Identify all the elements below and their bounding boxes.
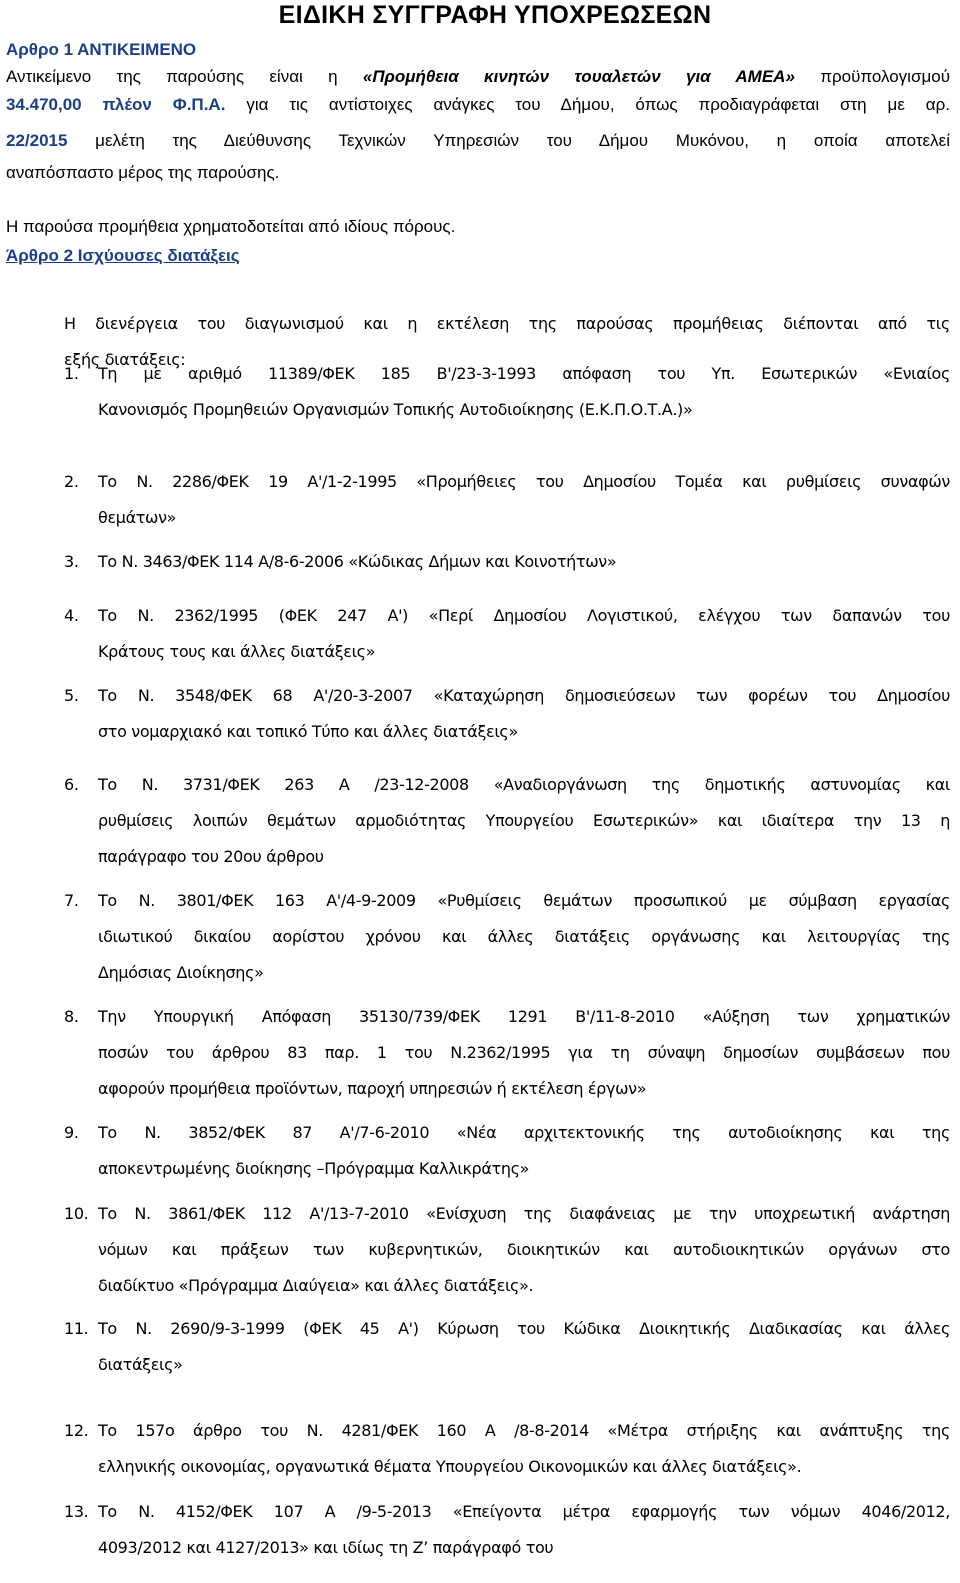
provision-text	[98, 678, 950, 750]
provision-item	[64, 1413, 950, 1485]
provision-line: Το Ν. 3731/ΦΕΚ 263 Α /23-12-2008 «Αναδιοργάνωση της δημοτικής αστυνομίας και	[98, 775, 950, 794]
provision-item	[64, 883, 950, 991]
provision-line: ποσών του άρθρου 83 παρ. 1 του Ν.2362/1995 για τη σύναψη δημοσίων συμβάσεων που	[98, 1043, 950, 1062]
provision-item	[64, 598, 950, 670]
provision-line: ελληνικής οικονομίας, οργανωτικά θέματα Υπουργείου Οικονομικών και άλλες διατάξεις».	[98, 1457, 802, 1476]
provision-line: παράγραφο του 20ου άρθρου	[98, 847, 324, 866]
provision-number: 9.	[64, 1123, 79, 1142]
article2-intro: Η διενέργεια του διαγωνισμού και η εκτέλεση της παρούσας προμήθειας διέπονται από τις εξής διατάξεις:	[64, 314, 950, 369]
provision-number: 2.	[64, 472, 79, 491]
provision-line: Το Ν. 2690/9-3-1999 (ΦΕΚ 45 Α') Κύρωση του Κώδικα Διοικητικής Διαδικασίας και άλλες	[98, 1319, 950, 1338]
provision-item	[64, 1311, 950, 1383]
provision-text	[98, 1115, 950, 1187]
provision-text	[98, 464, 950, 536]
article1-line-2: 34.470,00 πλέον Φ.Π.Α. για τις αντίστοιχες ανάγκες του Δήμου, όπως προδιαγράφεται στη με αρ.	[6, 95, 951, 114]
provision-line: διαδίκτυο «Πρόγραμμα Διαύγεια» και άλλες διατάξεις».	[98, 1276, 534, 1295]
provision-line: Την Υπουργική Απόφαση 35130/739/ΦΕΚ 1291 Β'/11-8-2010 «Αύξηση των χρηματικών	[98, 1007, 950, 1026]
provision-item	[64, 1115, 950, 1187]
provision-text	[98, 883, 950, 991]
article1-heading: Αρθρο 1 ΑΝΤΙΚΕΙΜΕΝΟ	[6, 40, 197, 59]
provision-line: στο νομαρχιακό και τοπικό Τύπο και άλλες διατάξεις»	[98, 722, 518, 741]
provision-line: 4093/2012 και 4127/2013» και ιδίως τη Ζ’ παράγραφό του	[98, 1538, 554, 1557]
provision-item	[64, 544, 950, 580]
provision-number: 1.	[64, 364, 79, 383]
provision-line: Το Ν. 3801/ΦΕΚ 163 Α'/4-9-2009 «Ρυθμίσεις θεμάτων προσωπικού με σύμβαση εργασίας	[98, 891, 950, 910]
provision-item	[64, 1494, 950, 1566]
provision-number: 5.	[64, 686, 79, 705]
provision-line: ιδιωτικού δικαίου αορίστου χρόνου και άλλες διατάξεις οργάνωσης και λειτουργίας της	[98, 927, 950, 946]
provision-number: 8.	[64, 1007, 79, 1026]
provision-number: 3.	[64, 552, 79, 571]
article2-heading: Άρθρο 2 Ισχύουσες διατάξεις	[6, 246, 240, 265]
provision-line: Το Ν. 3861/ΦΕΚ 112 Α'/13-7-2010 «Ενίσχυση της διαφάνειας με την υποχρεωτική ανάρτηση	[98, 1204, 950, 1223]
provision-text	[98, 1494, 950, 1566]
provision-line: Το Ν. 4152/ΦΕΚ 107 Α /9-5-2013 «Επείγοντα μέτρα εφαρμογής των νόμων 4046/2012,	[98, 1502, 950, 1521]
provision-text	[98, 598, 950, 670]
provision-number: 12.	[64, 1421, 89, 1440]
provision-line: Το Ν. 3852/ΦΕΚ 87 Α'/7-6-2010 «Νέα αρχιτεκτονικής της αυτοδιοίκησης και της	[98, 1123, 950, 1142]
provision-number: 13.	[64, 1502, 89, 1521]
provision-text	[98, 356, 950, 428]
document-title: ΕΙΔΙΚΗ ΣΥΓΓΡΑΦΗ ΥΠΟΧΡΕΩΣΕΩΝ	[278, 1, 712, 29]
provision-item	[64, 464, 950, 536]
provision-line: Το Ν. 3463/ΦΕΚ 114 Α/8-6-2006 «Κώδικας Δήμων και Κοινοτήτων»	[98, 552, 617, 571]
provision-text	[98, 1311, 950, 1383]
provision-item	[64, 767, 950, 875]
provision-line: νόμων και πράξεων των κυβερνητικών, διοικητικών και αυτοδιοικητικών οργάνων στο	[98, 1240, 950, 1259]
provision-text	[98, 767, 950, 875]
provision-item	[64, 999, 950, 1107]
budget-amount: 34.470,00 πλέον Φ.Π.Α.	[6, 95, 226, 114]
provision-text	[98, 544, 950, 580]
article1-line-4: αναπόσπαστο μέρος της παρούσης.	[6, 163, 280, 182]
provision-text	[98, 1413, 950, 1485]
provision-line: Το Ν. 2362/1995 (ΦΕΚ 247 Α') «Περί Δημοσίου Λογιστικού, ελέγχου των δαπανών του	[98, 606, 950, 625]
study-number: 22/2015	[6, 131, 68, 150]
provision-line: Δημόσιας Διοίκησης»	[98, 963, 264, 982]
provision-item	[64, 678, 950, 750]
funding-statement: Η παρούσα προμήθεια χρηματοδοτείται από ιδίους πόρους.	[6, 217, 456, 236]
provision-line: Κανονισμός Προμηθειών Οργανισμών Τοπικής Αυτοδιοίκησης (Ε.Κ.Π.Ο.Τ.Α.)»	[98, 400, 693, 419]
provision-item	[64, 1196, 950, 1304]
provision-line: Το Ν. 3548/ΦΕΚ 68 Α'/20-3-2007 «Καταχώρηση δημοσιεύσεων των φορέων του Δημοσίου	[98, 686, 950, 705]
provision-item	[64, 356, 950, 428]
provision-text	[98, 1196, 950, 1304]
provision-number: 4.	[64, 606, 79, 625]
provision-number: 11.	[64, 1319, 89, 1338]
provision-line: διατάξεις»	[98, 1355, 183, 1374]
provision-number: 7.	[64, 891, 79, 910]
article1-line-3: 22/2015 μελέτη της Διεύθυνσης Τεχνικών Υπηρεσιών του Δήμου Μυκόνου, η οποία αποτελεί	[6, 131, 950, 150]
provision-number: 6.	[64, 775, 79, 794]
provision-text	[98, 999, 950, 1107]
provision-line: Το 157ο άρθρο του Ν. 4281/ΦΕΚ 160 Α /8-8-2014 «Μέτρα στήριξης και ανάπτυξης της	[98, 1421, 950, 1440]
provision-line: αφορούν προμήθεια προϊόντων, παροχή υπηρεσιών ή εκτέλεση έργων»	[98, 1079, 647, 1098]
provision-line: Τη με αριθμό 11389/ΦΕΚ 185 Β'/23-3-1993 απόφαση του Υπ. Εσωτερικών «Ενιαίος	[98, 364, 950, 383]
product-title: «Προμήθεια κινητών τουαλετών για ΑΜΕΑ»	[362, 67, 795, 86]
provision-number: 10.	[64, 1204, 89, 1223]
provision-line: Το Ν. 2286/ΦΕΚ 19 Α'/1-2-1995 «Προμήθειες του Δημοσίου Τομέα και ρυθμίσεις συναφών	[98, 472, 950, 491]
provision-line: ρυθμίσεις λοιπών θεμάτων αρμοδιότητας Υπουργείου Εσωτερικών» και ιδιαίτερα την 13 η	[98, 811, 950, 830]
provision-line: αποκεντρωμένης διοίκησης –Πρόγραμμα Καλλικράτης»	[98, 1159, 530, 1178]
article1-line-1: Αντικείμενο της παρούσης είναι η «Προμήθεια κινητών τουαλετών για ΑΜΕΑ» προϋπολογισμού	[6, 67, 950, 86]
provision-line: θεμάτων»	[98, 508, 177, 527]
provision-line: Κράτους τους και άλλες διατάξεις»	[98, 642, 376, 661]
